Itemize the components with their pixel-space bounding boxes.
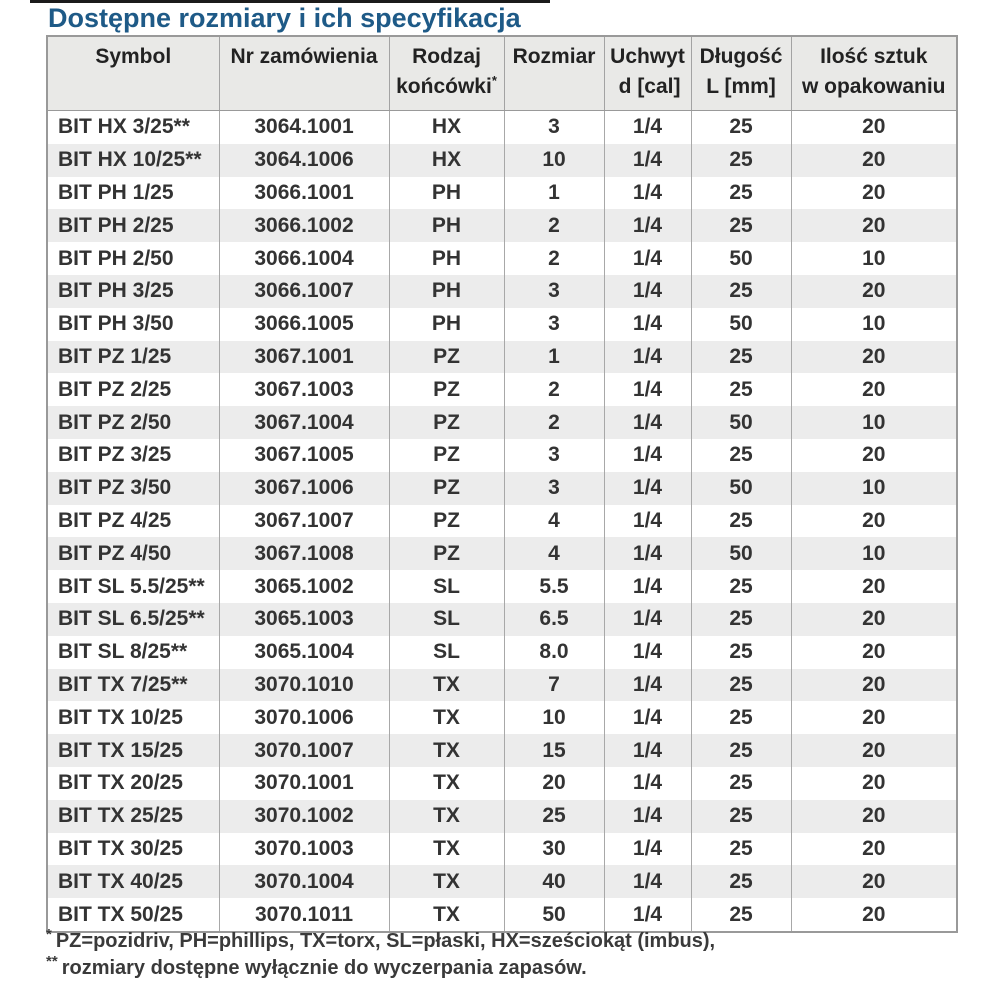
cell-drive: 1/4 [604, 570, 691, 603]
table-row [47, 439, 957, 472]
cell-size: 2 [504, 373, 604, 406]
cell-tip-type: PH [389, 209, 504, 242]
cell-length: 25 [691, 439, 791, 472]
cell-order-number: 3064.1006 [219, 144, 389, 177]
cell-tip-type: TX [389, 865, 504, 898]
cell-tip-type: PZ [389, 439, 504, 472]
column-header-tip-type: Rodzaj końcówki* [389, 36, 504, 111]
cell-length: 25 [691, 373, 791, 406]
cell-symbol: BIT PH 2/25 [47, 209, 219, 242]
cell-length: 25 [691, 275, 791, 308]
cell-size: 2 [504, 406, 604, 439]
cell-tip-type: PZ [389, 406, 504, 439]
cell-qty-per-pack: 10 [791, 242, 957, 275]
cell-drive: 1/4 [604, 406, 691, 439]
cell-length: 25 [691, 144, 791, 177]
cell-qty-per-pack: 20 [791, 636, 957, 669]
cell-drive: 1/4 [604, 144, 691, 177]
cell-length: 25 [691, 800, 791, 833]
cell-drive: 1/4 [604, 636, 691, 669]
cell-drive: 1/4 [604, 734, 691, 767]
table-row [47, 111, 957, 144]
cell-tip-type: PH [389, 177, 504, 210]
table-row [47, 701, 957, 734]
cell-symbol: BIT HX 3/25** [47, 111, 219, 144]
cell-qty-per-pack: 20 [791, 767, 957, 800]
table-row [47, 636, 957, 669]
cell-size: 2 [504, 242, 604, 275]
cell-qty-per-pack: 10 [791, 537, 957, 570]
cell-drive: 1/4 [604, 767, 691, 800]
cell-symbol: BIT PZ 2/50 [47, 406, 219, 439]
cell-qty-per-pack: 20 [791, 865, 957, 898]
cell-symbol: BIT HX 10/25** [47, 144, 219, 177]
cell-tip-type: TX [389, 669, 504, 702]
cell-symbol: BIT PH 3/25 [47, 275, 219, 308]
cell-symbol: BIT SL 6.5/25** [47, 603, 219, 636]
footnote-text: PZ=pozidriv, PH=phillips, TX=torx, SL=płaski, HX=sześciokąt (imbus), [55, 930, 716, 952]
cell-size: 4 [504, 537, 604, 570]
cell-length: 25 [691, 734, 791, 767]
table-row [47, 144, 957, 177]
cell-order-number: 3066.1007 [219, 275, 389, 308]
cell-size: 3 [504, 439, 604, 472]
table-row [47, 537, 957, 570]
cell-order-number: 3065.1004 [219, 636, 389, 669]
column-header-length: Długość L [mm] [691, 36, 791, 111]
cell-tip-type: TX [389, 734, 504, 767]
cell-size: 6.5 [504, 603, 604, 636]
cell-symbol: BIT TX 40/25 [47, 865, 219, 898]
cell-length: 25 [691, 177, 791, 210]
cell-tip-type: PZ [389, 505, 504, 538]
cell-drive: 1/4 [604, 505, 691, 538]
cell-symbol: BIT TX 30/25 [47, 833, 219, 866]
cell-order-number: 3067.1001 [219, 341, 389, 374]
cell-drive: 1/4 [604, 373, 691, 406]
cell-tip-type: TX [389, 800, 504, 833]
cell-tip-type: PH [389, 275, 504, 308]
table-row [47, 275, 957, 308]
cell-symbol: BIT PH 3/50 [47, 308, 219, 341]
footnote-marker: ** [46, 953, 58, 971]
cell-size: 2 [504, 209, 604, 242]
cell-length: 25 [691, 865, 791, 898]
cell-order-number: 3070.1010 [219, 669, 389, 702]
column-header-qty-per-pack: Ilość sztuk w opakowaniu [791, 36, 957, 111]
cell-size: 25 [504, 800, 604, 833]
cell-length: 25 [691, 209, 791, 242]
table-row [47, 177, 957, 210]
cell-tip-type: TX [389, 833, 504, 866]
cell-tip-type: PH [389, 242, 504, 275]
cell-drive: 1/4 [604, 275, 691, 308]
cell-drive: 1/4 [604, 865, 691, 898]
cell-drive: 1/4 [604, 242, 691, 275]
footnotes [46, 928, 956, 982]
cell-order-number: 3066.1002 [219, 209, 389, 242]
table-row [47, 767, 957, 800]
cell-symbol: BIT PZ 3/25 [47, 439, 219, 472]
cell-qty-per-pack: 20 [791, 800, 957, 833]
cell-size: 40 [504, 865, 604, 898]
cell-length: 50 [691, 242, 791, 275]
cell-qty-per-pack: 20 [791, 209, 957, 242]
cell-drive: 1/4 [604, 833, 691, 866]
cell-qty-per-pack: 20 [791, 603, 957, 636]
cell-order-number: 3070.1004 [219, 865, 389, 898]
cell-length: 25 [691, 505, 791, 538]
cell-order-number: 3067.1006 [219, 472, 389, 505]
cell-symbol: BIT TX 50/25 [47, 898, 219, 932]
cell-tip-type: PZ [389, 373, 504, 406]
cell-drive: 1/4 [604, 472, 691, 505]
column-header-order-number: Nr zamówienia [219, 36, 389, 111]
cell-tip-type: SL [389, 570, 504, 603]
column-header-symbol: Symbol [47, 36, 219, 111]
cell-size: 15 [504, 734, 604, 767]
table-row [47, 209, 957, 242]
cell-tip-type: PH [389, 308, 504, 341]
cell-drive: 1/4 [604, 341, 691, 374]
cell-length: 25 [691, 767, 791, 800]
cell-drive: 1/4 [604, 308, 691, 341]
cell-symbol: BIT TX 15/25 [47, 734, 219, 767]
cell-qty-per-pack: 10 [791, 308, 957, 341]
cell-length: 50 [691, 537, 791, 570]
cell-qty-per-pack: 20 [791, 833, 957, 866]
cell-qty-per-pack: 20 [791, 177, 957, 210]
cell-length: 25 [691, 669, 791, 702]
table-header [47, 36, 957, 111]
cell-drive: 1/4 [604, 537, 691, 570]
table-row [47, 865, 957, 898]
cell-qty-per-pack: 10 [791, 472, 957, 505]
cell-symbol: BIT PZ 3/50 [47, 472, 219, 505]
cell-length: 25 [691, 898, 791, 932]
cell-length: 25 [691, 833, 791, 866]
cell-symbol: BIT PZ 4/50 [47, 537, 219, 570]
cell-order-number: 3065.1003 [219, 603, 389, 636]
footnote-marker: * [46, 926, 52, 944]
table-row [47, 472, 957, 505]
cell-symbol: BIT SL 5.5/25** [47, 570, 219, 603]
cell-symbol: BIT PZ 2/25 [47, 373, 219, 406]
cell-length: 25 [691, 701, 791, 734]
cell-tip-type: TX [389, 701, 504, 734]
cell-order-number: 3070.1001 [219, 767, 389, 800]
cell-order-number: 3070.1007 [219, 734, 389, 767]
table-row [47, 669, 957, 702]
cell-length: 25 [691, 341, 791, 374]
table-row [47, 833, 957, 866]
table-row [47, 242, 957, 275]
cell-qty-per-pack: 20 [791, 144, 957, 177]
footnote-availability [46, 955, 956, 982]
cell-order-number: 3066.1001 [219, 177, 389, 210]
cell-size: 30 [504, 833, 604, 866]
cell-qty-per-pack: 10 [791, 406, 957, 439]
cell-order-number: 3067.1005 [219, 439, 389, 472]
cell-qty-per-pack: 20 [791, 701, 957, 734]
cell-size: 3 [504, 472, 604, 505]
cell-tip-type: PZ [389, 341, 504, 374]
cell-length: 50 [691, 406, 791, 439]
footnote-text: rozmiary dostępne wyłącznie do wyczerpania zapasów. [61, 957, 587, 979]
cell-size: 8.0 [504, 636, 604, 669]
cell-drive: 1/4 [604, 177, 691, 210]
cell-order-number: 3066.1004 [219, 242, 389, 275]
cell-tip-type: HX [389, 144, 504, 177]
cell-qty-per-pack: 20 [791, 275, 957, 308]
cell-size: 3 [504, 308, 604, 341]
cell-order-number: 3070.1011 [219, 898, 389, 932]
cell-qty-per-pack: 20 [791, 669, 957, 702]
cell-order-number: 3070.1006 [219, 701, 389, 734]
cell-length: 25 [691, 570, 791, 603]
table-row [47, 603, 957, 636]
table-row [47, 341, 957, 374]
cell-symbol: BIT TX 10/25 [47, 701, 219, 734]
cell-order-number: 3067.1007 [219, 505, 389, 538]
cell-order-number: 3067.1008 [219, 537, 389, 570]
table-row [47, 505, 957, 538]
cell-size: 1 [504, 341, 604, 374]
cell-symbol: BIT SL 8/25** [47, 636, 219, 669]
cell-size: 3 [504, 111, 604, 144]
spec-table [46, 35, 958, 933]
cell-symbol: BIT PH 2/50 [47, 242, 219, 275]
cell-size: 1 [504, 177, 604, 210]
cell-symbol: BIT TX 25/25 [47, 800, 219, 833]
cell-drive: 1/4 [604, 800, 691, 833]
cell-symbol: BIT PZ 1/25 [47, 341, 219, 374]
cell-qty-per-pack: 20 [791, 373, 957, 406]
cell-tip-type: SL [389, 603, 504, 636]
table-row [47, 308, 957, 341]
column-header-size: Rozmiar [504, 36, 604, 111]
column-header-drive: Uchwyt d [cal] [604, 36, 691, 111]
cell-drive: 1/4 [604, 669, 691, 702]
table-row [47, 406, 957, 439]
cell-order-number: 3065.1002 [219, 570, 389, 603]
cell-tip-type: TX [389, 898, 504, 932]
cell-drive: 1/4 [604, 111, 691, 144]
cell-length: 25 [691, 603, 791, 636]
cell-size: 10 [504, 144, 604, 177]
cell-order-number: 3070.1002 [219, 800, 389, 833]
cell-drive: 1/4 [604, 209, 691, 242]
cell-order-number: 3067.1004 [219, 406, 389, 439]
cell-length: 50 [691, 472, 791, 505]
cell-drive: 1/4 [604, 603, 691, 636]
cell-qty-per-pack: 20 [791, 734, 957, 767]
cell-drive: 1/4 [604, 701, 691, 734]
cell-qty-per-pack: 20 [791, 439, 957, 472]
cell-drive: 1/4 [604, 898, 691, 932]
cell-length: 50 [691, 308, 791, 341]
cell-drive: 1/4 [604, 439, 691, 472]
cell-tip-type: PZ [389, 472, 504, 505]
cell-symbol: BIT TX 7/25** [47, 669, 219, 702]
page-title: Dostępne rozmiary i ich specyfikacja [48, 3, 521, 33]
cell-qty-per-pack: 20 [791, 898, 957, 932]
table-row [47, 373, 957, 406]
cell-length: 25 [691, 111, 791, 144]
cell-symbol: BIT TX 20/25 [47, 767, 219, 800]
cell-tip-type: TX [389, 767, 504, 800]
cell-order-number: 3067.1003 [219, 373, 389, 406]
cell-size: 50 [504, 898, 604, 932]
cell-size: 20 [504, 767, 604, 800]
table-row [47, 570, 957, 603]
cell-tip-type: SL [389, 636, 504, 669]
table-header-row [47, 36, 957, 111]
table-row [47, 734, 957, 767]
footnote-tip-types [46, 928, 956, 955]
cell-qty-per-pack: 20 [791, 570, 957, 603]
cell-qty-per-pack: 20 [791, 111, 957, 144]
cell-qty-per-pack: 20 [791, 341, 957, 374]
cell-size: 4 [504, 505, 604, 538]
table-body [47, 111, 957, 932]
cell-length: 25 [691, 636, 791, 669]
cell-size: 7 [504, 669, 604, 702]
cell-symbol: BIT PH 1/25 [47, 177, 219, 210]
cell-symbol: BIT PZ 4/25 [47, 505, 219, 538]
cell-order-number: 3070.1003 [219, 833, 389, 866]
table-row [47, 800, 957, 833]
cell-tip-type: HX [389, 111, 504, 144]
cell-order-number: 3066.1005 [219, 308, 389, 341]
cell-order-number: 3064.1001 [219, 111, 389, 144]
cell-qty-per-pack: 20 [791, 505, 957, 538]
cell-tip-type: PZ [389, 537, 504, 570]
cell-size: 5.5 [504, 570, 604, 603]
cell-size: 3 [504, 275, 604, 308]
table-row [47, 898, 957, 932]
cell-size: 10 [504, 701, 604, 734]
